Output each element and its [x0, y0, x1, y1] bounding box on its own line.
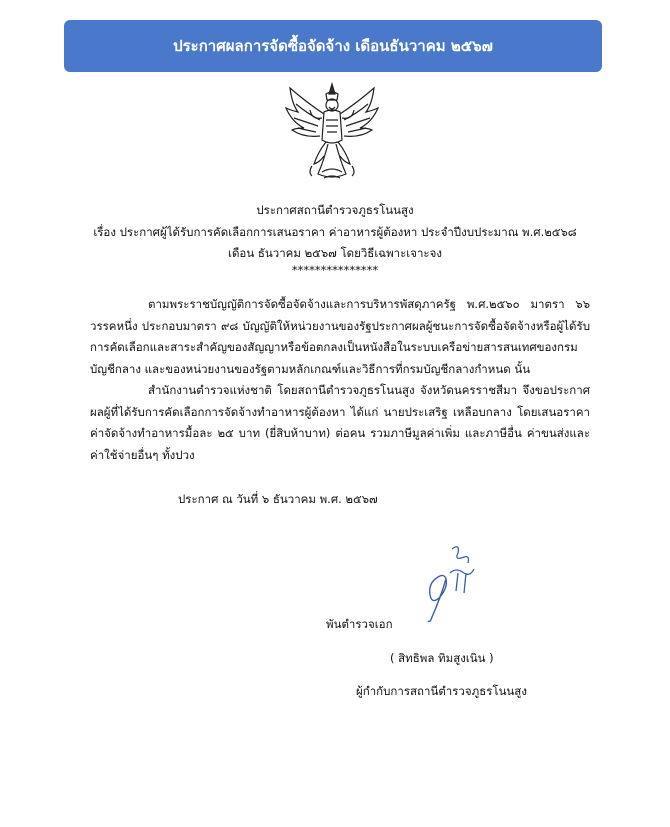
handwritten-signature [408, 543, 492, 627]
separator-line: *************** [291, 263, 379, 277]
paragraph-1-text: ตามพระราชบัญญัติการจัดซื้อจัดจ้างและการบริหารพัสดุภาครัฐ พ.ศ.๒๕๖๐ มาตรา ๖๖ วรรคหนึ่ง ประกอบมาตรา ๙๘ บัญญัติให้หน่วยงานของรัฐประกาศผลผู้ชนะการจัดซื้อจัดจ้างหรือผู้ได้รับการคัดเลือกและสาระสำคัญของสัญญาหรือข้อตกลงเป็นหนังสือในระบบเครือข่ายสารสนเทศของกรมบัญชีกลาง และของหน่วยงานของรัฐตามหลักเกณฑ์และวิธีการที่กรมบัญชีกลางกำหนด นั้น [90, 297, 590, 376]
signatory-rank: พันตำรวจเอก [326, 617, 393, 631]
paragraph-2-text: สำนักงานตำรวจแห่งชาติ โดยสถานีตำรวจภูธรโนนสูง จังหวัดนครราชสีมา จึงขอประกาศผลผู้ที่ได้รับการคัดเลือกการจัดจ้างทำอาหารผู้ต้องหา ได้แก่ นายประเสริฐ เหลือบกลาง โดยเสนอราคาค่าจัดจ้างทำอาหารมื้อละ ๒๕ บาท (ยี่สิบห้าบาท) ต่อคน รวมภาษีมูลค่าเพิ่ม และภาษีอื่น ค่าขนส่งและค่าใช้จ่ายอื่นๆ ทั้งปวง [90, 383, 590, 462]
document-period: เดือน ธันวาคม ๒๕๖๗ โดยวิธีเฉพาะเจาะจง [228, 246, 442, 260]
body-paragraph-2 [90, 380, 590, 466]
garuda-emblem-icon [282, 80, 382, 186]
document-agency: ประกาศสถานีตำรวจภูธรโนนสูง [256, 203, 414, 217]
announce-date: ประกาศ ณ วันที่ ๖ ธันวาคม พ.ศ. ๒๕๖๗ [178, 492, 378, 506]
document-subject: เรื่อง ประกาศผู้ได้รับการคัดเลือกการเสนอราคา ค่าอาหารผู้ต้องหา ประจำปีงบประมาณ พ.ศ.๒๕๖๘ [93, 225, 577, 239]
body-paragraph-1 [90, 294, 590, 380]
page-title-banner [64, 20, 602, 72]
page-title: ประกาศผลการจัดซื้อจัดจ้าง เดือนธันวาคม ๒๕๖๗ [173, 37, 493, 55]
signatory-position: ผู้กำกับการสถานีตำรวจภูธรโนนสูง [356, 684, 527, 698]
signatory-name: ( สิทธิพล ทิมสูงเนิน ) [390, 651, 494, 665]
